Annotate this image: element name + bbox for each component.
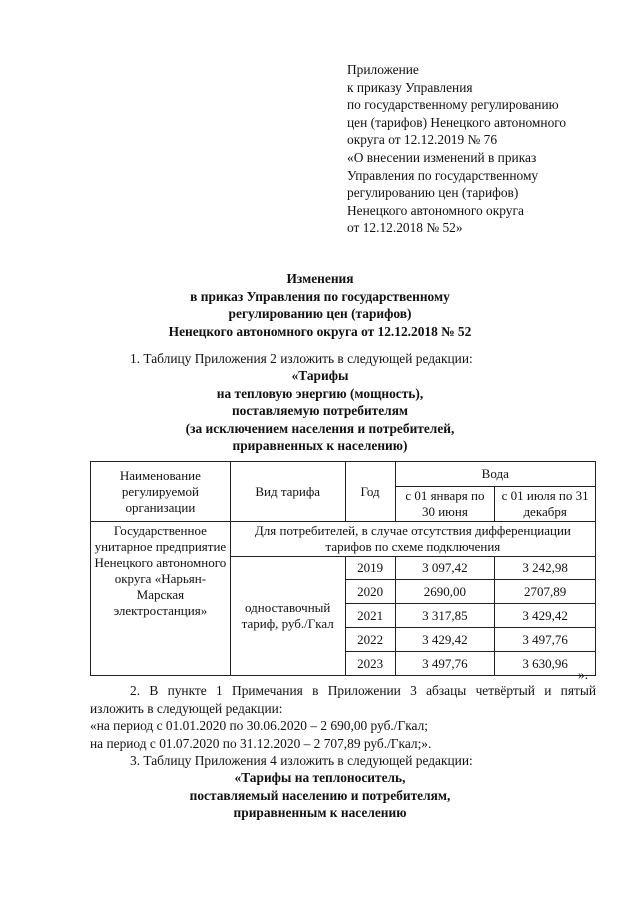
header-organization: Наименование регулируемой организации <box>91 462 231 522</box>
appendix-line: округа от 12.12.2019 № 76 <box>347 132 498 148</box>
consumer-note-cell: Для потребителей, в случае отсутствия дифференциации тарифов по схеме подключения <box>230 522 595 557</box>
appendix-line: «О внесении изменений в приказ <box>347 149 537 165</box>
value-cell: 3 317,85 <box>395 604 495 628</box>
header-tariff-type: Вид тарифа <box>230 462 345 522</box>
appendix-line: Приложение <box>347 62 419 77</box>
tariffs-title-line: поставляемую потребителям <box>231 403 409 419</box>
header-water: Вода <box>395 462 595 487</box>
appendix-line: от 12.12.2018 № 52» <box>347 220 463 236</box>
value-cell: 3 429,42 <box>495 604 596 628</box>
value-cell: 3 630,96 <box>495 652 596 676</box>
tariffs-title-line: на тепловую энергию (мощность), <box>216 385 424 401</box>
appendix-line: по государственному регулированию <box>347 97 559 113</box>
appendix-line: Управления по государственному <box>347 167 539 183</box>
changes-title-line: в приказ Управления по государственному <box>190 288 450 304</box>
changes-title-line: Изменения <box>286 271 354 286</box>
appendix-line: регулированию цен (тарифов) <box>347 185 519 201</box>
appendix-line: цен (тарифов) Ненецкого автономного <box>347 114 567 130</box>
value-cell: 2707,89 <box>495 580 596 604</box>
year-cell: 2021 <box>345 604 395 628</box>
value-cell: 3 097,42 <box>395 557 495 580</box>
year-cell: 2019 <box>345 557 395 580</box>
value-cell: 3 242,98 <box>495 557 596 580</box>
appendix-line: к приказу Управления <box>347 79 473 95</box>
item-2-line: изложить в следующей редакции: <box>90 700 283 716</box>
value-cell: 3 497,76 <box>395 652 495 676</box>
header-period-2: с 01 июля по 31 декабря <box>495 487 596 522</box>
year-cell: 2023 <box>345 652 395 676</box>
item-2-text <box>90 682 596 752</box>
item-2-line: на период с 01.07.2020 по 31.12.2020 – 2 707,89 руб./Гкал;». <box>90 735 432 751</box>
tariffs-title-line: «Тарифы <box>291 368 349 383</box>
tariffs-2-title-line: приравненным к населению <box>233 805 407 821</box>
tariffs-2-title <box>0 769 640 822</box>
item-3-text: 3. Таблицу Приложения 4 изложить в следующей редакции: <box>130 753 473 768</box>
tariff-table <box>90 461 596 676</box>
closing-quote: ». <box>578 667 589 682</box>
changes-title-line: Ненецкого автономного округа от 12.12.2018 № 52 <box>168 323 472 339</box>
appendix-line: Ненецкого автономного округа <box>347 202 524 218</box>
header-year: Год <box>345 462 395 522</box>
tariffs-title-line: приравненных к населению) <box>232 438 408 454</box>
tariffs-2-title-line: поставляемый населению и потребителям, <box>189 787 451 803</box>
changes-title-line: регулированию цен (тарифов) <box>228 306 412 322</box>
year-cell: 2022 <box>345 628 395 652</box>
value-cell: 2690,00 <box>395 580 495 604</box>
value-cell: 3 497,76 <box>495 628 596 652</box>
item-2-line: 2. В пункте 1 Примечания в Приложении 3 абзацы четвёртый и пятый <box>130 683 596 698</box>
appendix-header <box>347 61 627 237</box>
changes-title <box>0 270 640 340</box>
year-cell: 2020 <box>345 580 395 604</box>
item-1-text: 1. Таблицу Приложения 2 изложить в следующей редакции: <box>130 351 473 366</box>
tariffs-2-title-line: «Тарифы на теплоноситель, <box>234 770 406 785</box>
tariffs-title-line: (за исключением населения и потребителей, <box>185 420 455 436</box>
organization-cell: Государственное унитарное предприятие Ненецкого автономного округа «Нарьян-Марская электростанция» <box>91 522 231 676</box>
item-2-line: «на период с 01.01.2020 по 30.06.2020 – 2 690,00 руб./Гкал; <box>90 718 428 734</box>
header-period-1: с 01 января по 30 июня <box>395 487 495 522</box>
tariffs-title <box>0 367 640 455</box>
tariff-type-cell: одноставочный тариф, руб./Гкал <box>230 557 345 676</box>
value-cell: 3 429,42 <box>395 628 495 652</box>
